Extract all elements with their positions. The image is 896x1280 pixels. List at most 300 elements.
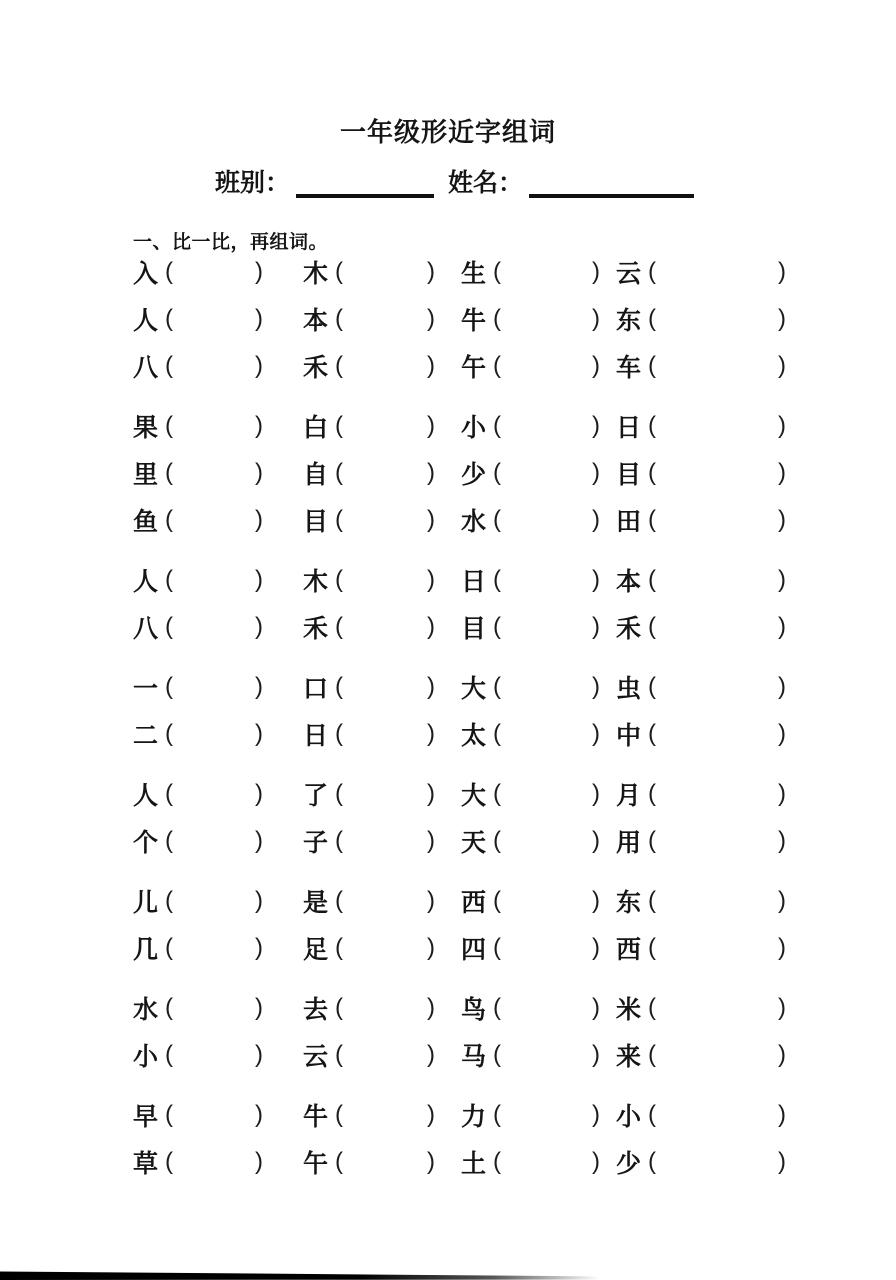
open-paren: (	[165, 1040, 174, 1068]
character-cell	[303, 924, 461, 971]
character: 午	[461, 353, 487, 382]
open-paren: (	[165, 612, 174, 640]
close-paren: )	[592, 993, 600, 1021]
character-cell	[616, 1138, 794, 1185]
close-paren: )	[255, 886, 263, 914]
character: 里	[133, 460, 159, 489]
character-cell	[303, 556, 461, 603]
close-paren: )	[255, 826, 263, 854]
character: 日	[303, 721, 329, 750]
character-cell	[303, 342, 461, 389]
worksheet-row	[133, 496, 813, 543]
open-paren: (	[335, 1100, 344, 1128]
character-cell	[303, 877, 461, 924]
open-paren: (	[648, 612, 657, 640]
character-group	[133, 1091, 813, 1185]
character: 车	[616, 353, 642, 382]
character: 本	[616, 567, 642, 596]
open-paren: (	[648, 565, 657, 593]
open-paren: (	[648, 505, 657, 533]
close-paren: )	[255, 719, 263, 747]
character: 鸟	[461, 995, 487, 1024]
character: 小	[133, 1042, 159, 1071]
character-cell	[303, 496, 461, 543]
open-paren: (	[648, 933, 657, 961]
open-paren: (	[335, 1040, 344, 1068]
close-paren: )	[427, 1040, 435, 1068]
open-paren: (	[493, 826, 502, 854]
character: 大	[461, 781, 487, 810]
worksheet-body	[133, 248, 813, 1185]
worksheet-row	[133, 1031, 813, 1078]
character-group	[133, 663, 813, 757]
close-paren: )	[592, 257, 600, 285]
character: 口	[303, 674, 329, 703]
close-paren: )	[427, 565, 435, 593]
character-cell	[616, 877, 794, 924]
close-paren: )	[427, 1100, 435, 1128]
character-cell	[461, 984, 616, 1031]
character-group	[133, 984, 813, 1078]
character-cell	[133, 877, 303, 924]
character-cell	[303, 295, 461, 342]
character: 少	[461, 460, 487, 489]
character: 目	[461, 614, 487, 643]
open-paren: (	[648, 719, 657, 747]
open-paren: (	[493, 933, 502, 961]
close-paren: )	[255, 933, 263, 961]
close-paren: )	[255, 1147, 263, 1175]
open-paren: (	[165, 257, 174, 285]
close-paren: )	[778, 719, 786, 747]
character-cell	[303, 402, 461, 449]
character-cell	[133, 663, 303, 710]
open-paren: (	[648, 411, 657, 439]
worksheet-row	[133, 342, 813, 389]
close-paren: )	[592, 351, 600, 379]
character: 小	[461, 413, 487, 442]
close-paren: )	[427, 1147, 435, 1175]
close-paren: )	[592, 1100, 600, 1128]
character-cell	[616, 295, 794, 342]
close-paren: )	[427, 719, 435, 747]
character-cell	[133, 496, 303, 543]
close-paren: )	[592, 304, 600, 332]
character: 大	[461, 674, 487, 703]
close-paren: )	[255, 257, 263, 285]
open-paren: (	[648, 779, 657, 807]
student-info-line	[215, 164, 694, 198]
worksheet-row	[133, 877, 813, 924]
open-paren: (	[165, 672, 174, 700]
close-paren: )	[255, 1040, 263, 1068]
character-cell	[616, 402, 794, 449]
open-paren: (	[165, 826, 174, 854]
character: 入	[133, 259, 159, 288]
open-paren: (	[165, 886, 174, 914]
close-paren: )	[592, 826, 600, 854]
close-paren: )	[427, 779, 435, 807]
character: 八	[133, 614, 159, 643]
worksheet-row	[133, 984, 813, 1031]
character-cell	[461, 770, 616, 817]
open-paren: (	[493, 612, 502, 640]
character-cell	[461, 295, 616, 342]
character: 用	[616, 828, 642, 857]
character: 水	[133, 995, 159, 1024]
close-paren: )	[778, 351, 786, 379]
open-paren: (	[335, 886, 344, 914]
open-paren: (	[648, 672, 657, 700]
close-paren: )	[778, 458, 786, 486]
character: 早	[133, 1102, 159, 1131]
character: 白	[303, 413, 329, 442]
character: 四	[461, 935, 487, 964]
character: 马	[461, 1042, 487, 1071]
character-cell	[133, 342, 303, 389]
close-paren: )	[427, 672, 435, 700]
open-paren: (	[493, 1040, 502, 1068]
name-label: 姓名：	[448, 169, 524, 197]
character-cell	[303, 663, 461, 710]
character: 八	[133, 353, 159, 382]
close-paren: )	[778, 505, 786, 533]
open-paren: (	[648, 1147, 657, 1175]
worksheet-row	[133, 817, 813, 864]
character-cell	[303, 248, 461, 295]
character-cell	[133, 1091, 303, 1138]
open-paren: (	[648, 993, 657, 1021]
character: 目	[303, 507, 329, 536]
close-paren: )	[427, 411, 435, 439]
close-paren: )	[255, 1100, 263, 1128]
character-cell	[616, 817, 794, 864]
open-paren: (	[493, 1147, 502, 1175]
open-paren: (	[648, 304, 657, 332]
close-paren: )	[427, 458, 435, 486]
character: 小	[616, 1102, 642, 1131]
character-cell	[461, 342, 616, 389]
character-cell	[461, 710, 616, 757]
character: 几	[133, 935, 159, 964]
close-paren: )	[592, 1040, 600, 1068]
open-paren: (	[335, 612, 344, 640]
character-group	[133, 877, 813, 971]
open-paren: (	[493, 719, 502, 747]
open-paren: (	[493, 411, 502, 439]
character-cell	[616, 1091, 794, 1138]
character-cell	[303, 984, 461, 1031]
character-cell	[133, 984, 303, 1031]
close-paren: )	[255, 672, 263, 700]
character-cell	[461, 663, 616, 710]
open-paren: (	[648, 351, 657, 379]
worksheet-row	[133, 1091, 813, 1138]
open-paren: (	[165, 565, 174, 593]
character: 东	[616, 888, 642, 917]
close-paren: )	[255, 779, 263, 807]
character: 田	[616, 507, 642, 536]
close-paren: )	[778, 411, 786, 439]
character: 来	[616, 1042, 642, 1071]
close-paren: )	[427, 886, 435, 914]
close-paren: )	[255, 612, 263, 640]
close-paren: )	[592, 933, 600, 961]
character-cell	[133, 924, 303, 971]
close-paren: )	[592, 411, 600, 439]
open-paren: (	[335, 779, 344, 807]
open-paren: (	[648, 886, 657, 914]
worksheet-row	[133, 402, 813, 449]
character-cell	[303, 1138, 461, 1185]
open-paren: (	[493, 886, 502, 914]
character-cell	[133, 817, 303, 864]
character: 西	[616, 935, 642, 964]
open-paren: (	[493, 351, 502, 379]
open-paren: (	[493, 304, 502, 332]
close-paren: )	[778, 257, 786, 285]
character: 午	[303, 1149, 329, 1178]
close-paren: )	[427, 257, 435, 285]
close-paren: )	[592, 779, 600, 807]
character-cell	[133, 295, 303, 342]
character: 日	[461, 567, 487, 596]
close-paren: )	[592, 719, 600, 747]
close-paren: )	[592, 458, 600, 486]
character-cell	[461, 924, 616, 971]
character: 禾	[616, 614, 642, 643]
character: 人	[133, 306, 159, 335]
open-paren: (	[165, 933, 174, 961]
open-paren: (	[335, 257, 344, 285]
character: 个	[133, 828, 159, 857]
character: 本	[303, 306, 329, 335]
character: 鱼	[133, 507, 159, 536]
character-cell	[616, 984, 794, 1031]
close-paren: )	[427, 993, 435, 1021]
close-paren: )	[592, 565, 600, 593]
class-label: 班别：	[215, 169, 291, 197]
character-cell	[461, 556, 616, 603]
character-cell	[461, 817, 616, 864]
character: 东	[616, 306, 642, 335]
open-paren: (	[335, 672, 344, 700]
close-paren: )	[592, 505, 600, 533]
open-paren: (	[493, 257, 502, 285]
character-cell	[303, 817, 461, 864]
close-paren: )	[592, 672, 600, 700]
close-paren: )	[778, 993, 786, 1021]
close-paren: )	[255, 304, 263, 332]
close-paren: )	[427, 826, 435, 854]
character: 米	[616, 995, 642, 1024]
open-paren: (	[335, 505, 344, 533]
character: 西	[461, 888, 487, 917]
character-cell	[461, 449, 616, 496]
character: 中	[616, 721, 642, 750]
character-cell	[461, 877, 616, 924]
open-paren: (	[335, 993, 344, 1021]
character-cell	[616, 556, 794, 603]
character: 云	[303, 1042, 329, 1071]
character: 牛	[303, 1102, 329, 1131]
close-paren: )	[778, 612, 786, 640]
open-paren: (	[165, 779, 174, 807]
character-cell	[133, 1031, 303, 1078]
worksheet-row	[133, 556, 813, 603]
character-group	[133, 402, 813, 543]
character-cell	[133, 710, 303, 757]
close-paren: )	[778, 1040, 786, 1068]
open-paren: (	[648, 826, 657, 854]
character-cell	[303, 770, 461, 817]
open-paren: (	[648, 1100, 657, 1128]
open-paren: (	[335, 1147, 344, 1175]
character: 水	[461, 507, 487, 536]
worksheet-row	[133, 770, 813, 817]
character: 牛	[461, 306, 487, 335]
character: 人	[133, 567, 159, 596]
close-paren: )	[255, 993, 263, 1021]
character-cell	[461, 603, 616, 650]
character-cell	[133, 248, 303, 295]
character: 虫	[616, 674, 642, 703]
close-paren: )	[778, 886, 786, 914]
close-paren: )	[427, 505, 435, 533]
worksheet-row	[133, 1138, 813, 1185]
character: 二	[133, 721, 159, 750]
open-paren: (	[165, 1100, 174, 1128]
character-group	[133, 770, 813, 864]
character-cell	[133, 402, 303, 449]
close-paren: )	[778, 1100, 786, 1128]
open-paren: (	[493, 458, 502, 486]
character-cell	[133, 449, 303, 496]
open-paren: (	[648, 458, 657, 486]
open-paren: (	[335, 719, 344, 747]
open-paren: (	[493, 993, 502, 1021]
open-paren: (	[335, 826, 344, 854]
character-cell	[616, 449, 794, 496]
character: 一	[133, 674, 159, 703]
worksheet-row	[133, 248, 813, 295]
character-cell	[461, 1138, 616, 1185]
open-paren: (	[165, 993, 174, 1021]
character-cell	[616, 603, 794, 650]
close-paren: )	[778, 779, 786, 807]
open-paren: (	[165, 304, 174, 332]
character: 禾	[303, 614, 329, 643]
character-cell	[616, 342, 794, 389]
close-paren: )	[778, 672, 786, 700]
character: 太	[461, 721, 487, 750]
open-paren: (	[335, 304, 344, 332]
open-paren: (	[493, 779, 502, 807]
scan-artifact	[0, 1271, 600, 1280]
character: 去	[303, 995, 329, 1024]
character-cell	[303, 449, 461, 496]
close-paren: )	[255, 411, 263, 439]
character-group	[133, 248, 813, 389]
close-paren: )	[427, 933, 435, 961]
worksheet-row	[133, 449, 813, 496]
character: 草	[133, 1149, 159, 1178]
character-cell	[616, 770, 794, 817]
open-paren: (	[493, 672, 502, 700]
character: 土	[461, 1149, 487, 1178]
worksheet-row	[133, 603, 813, 650]
character-cell	[303, 710, 461, 757]
character: 日	[616, 413, 642, 442]
character: 木	[303, 567, 329, 596]
character: 人	[133, 781, 159, 810]
open-paren: (	[165, 458, 174, 486]
worksheet-row	[133, 295, 813, 342]
character: 云	[616, 259, 642, 288]
open-paren: (	[165, 411, 174, 439]
character: 果	[133, 413, 159, 442]
character: 天	[461, 828, 487, 857]
close-paren: )	[592, 1147, 600, 1175]
character-cell	[303, 603, 461, 650]
character: 少	[616, 1149, 642, 1178]
character: 是	[303, 888, 329, 917]
open-paren: (	[335, 351, 344, 379]
open-paren: (	[165, 719, 174, 747]
character-cell	[616, 248, 794, 295]
open-paren: (	[335, 411, 344, 439]
character: 目	[616, 460, 642, 489]
open-paren: (	[335, 458, 344, 486]
open-paren: (	[493, 565, 502, 593]
character: 自	[303, 460, 329, 489]
character-cell	[133, 770, 303, 817]
open-paren: (	[335, 565, 344, 593]
close-paren: )	[427, 304, 435, 332]
character: 了	[303, 781, 329, 810]
close-paren: )	[255, 505, 263, 533]
close-paren: )	[255, 458, 263, 486]
close-paren: )	[778, 933, 786, 961]
open-paren: (	[493, 1100, 502, 1128]
character-cell	[616, 496, 794, 543]
open-paren: (	[648, 257, 657, 285]
character: 子	[303, 828, 329, 857]
character-cell	[461, 496, 616, 543]
close-paren: )	[592, 612, 600, 640]
character: 生	[461, 259, 487, 288]
character-cell	[133, 556, 303, 603]
character: 力	[461, 1102, 487, 1131]
character-cell	[133, 603, 303, 650]
character: 足	[303, 935, 329, 964]
close-paren: )	[778, 1147, 786, 1175]
worksheet-row	[133, 710, 813, 757]
class-field-blank	[296, 170, 434, 198]
open-paren: (	[335, 933, 344, 961]
character: 儿	[133, 888, 159, 917]
page-title: 一年级形近字组词	[339, 117, 556, 147]
character: 木	[303, 259, 329, 288]
section-heading: 一、比一比，再组词。	[133, 232, 329, 253]
close-paren: )	[255, 351, 263, 379]
character-cell	[303, 1091, 461, 1138]
close-paren: )	[427, 612, 435, 640]
character: 月	[616, 781, 642, 810]
close-paren: )	[778, 826, 786, 854]
name-field-blank	[529, 170, 694, 198]
character-cell	[461, 248, 616, 295]
